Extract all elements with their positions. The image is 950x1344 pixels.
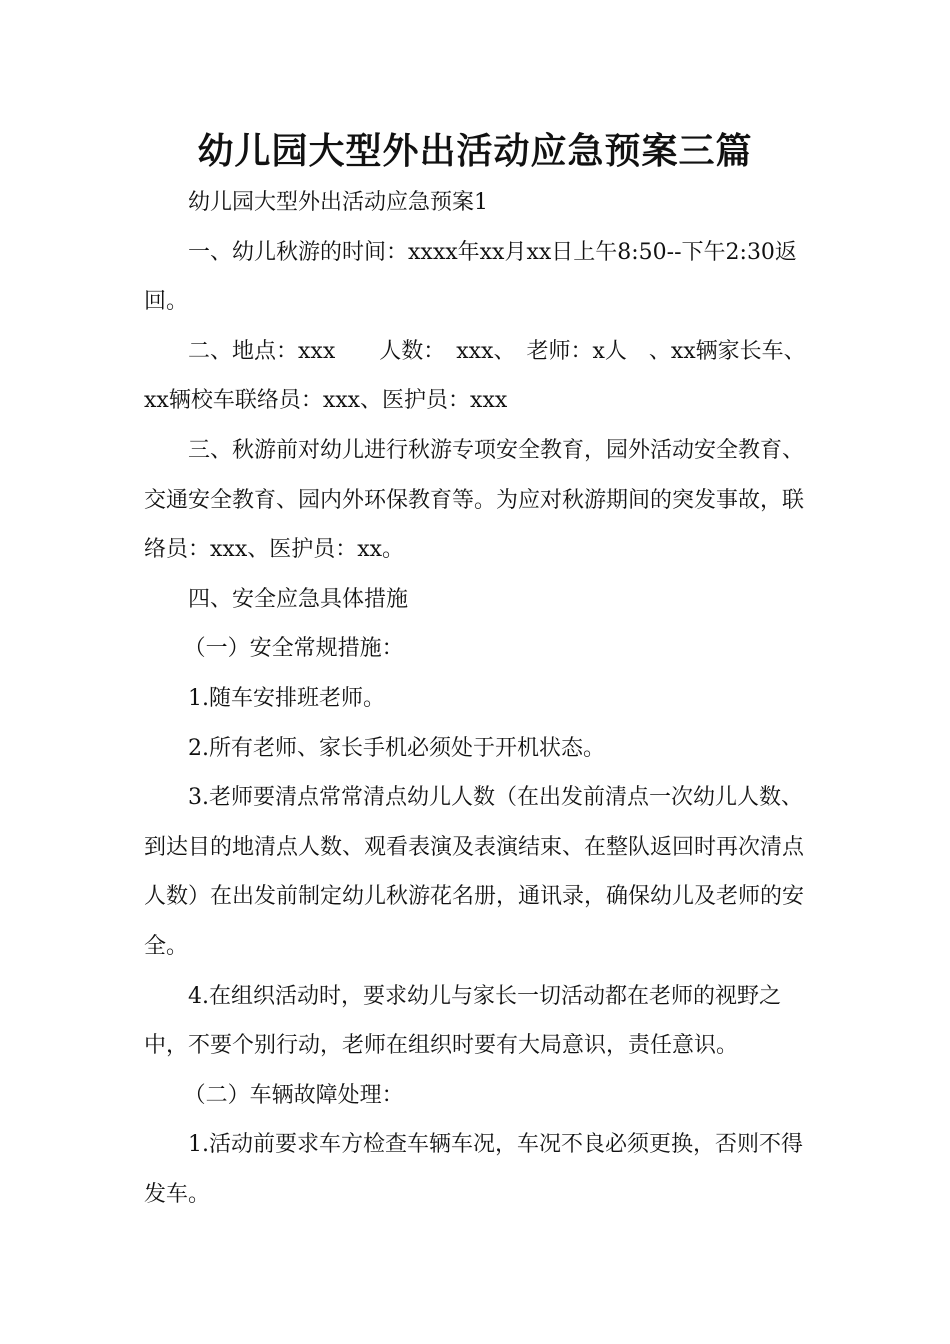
document-title: 幼儿园大型外出活动应急预案三篇 [197,131,753,172]
paragraph-time: 一、幼儿秋游的时间：xxxx年xx月xx日上午8:50--下午2:30返回。 [144,239,797,315]
paragraph-safety-education: 三、秋游前对幼儿进行秋游专项安全教育，园外活动安全教育、交通安全教育、园内外环保教育等。为应对秋游期间的突发事故，联络员：xxx、医护员：xx。 [144,437,805,563]
heading-routine-measures: （一）安全常规措施： [183,636,404,662]
list-item: 4.在组织活动时，要求幼儿与家长一切活动都在老师的视野之中，不要个别行动，老师在组织时要有大局意识，责任意识。 [144,983,781,1059]
list-item: 3.老师要清点常常清点幼儿人数（在出发前清点一次幼儿人数、到达目的地清点人数、观看表演及表演结束、在整队返回时再次清点人数）在出发前制定幼儿秋游花名册，通讯录，确保幼儿及老师的安全。 [144,785,805,959]
list-item: 1.活动前要求车方检查车辆车况，车况不良必须更换，否则不得发车。 [144,1132,803,1207]
list-item: 2.所有老师、家长手机必须处于开机状态。 [188,735,605,761]
heading-vehicle-failure: （二）车辆故障处理： [183,1082,404,1108]
section-subtitle: 幼儿园大型外出活动应急预案1 [188,190,488,215]
document-body [144,178,814,1219]
list-item: 1.随车安排班老师。 [188,685,385,711]
heading-emergency-measures: 四、安全应急具体措施 [188,586,409,612]
paragraph-location: 二、地点：xxx 人数： xxx、 老师：x人 、xx辆家长车、xx辆校车联络员：xxx、医护员：xxx [144,338,806,414]
